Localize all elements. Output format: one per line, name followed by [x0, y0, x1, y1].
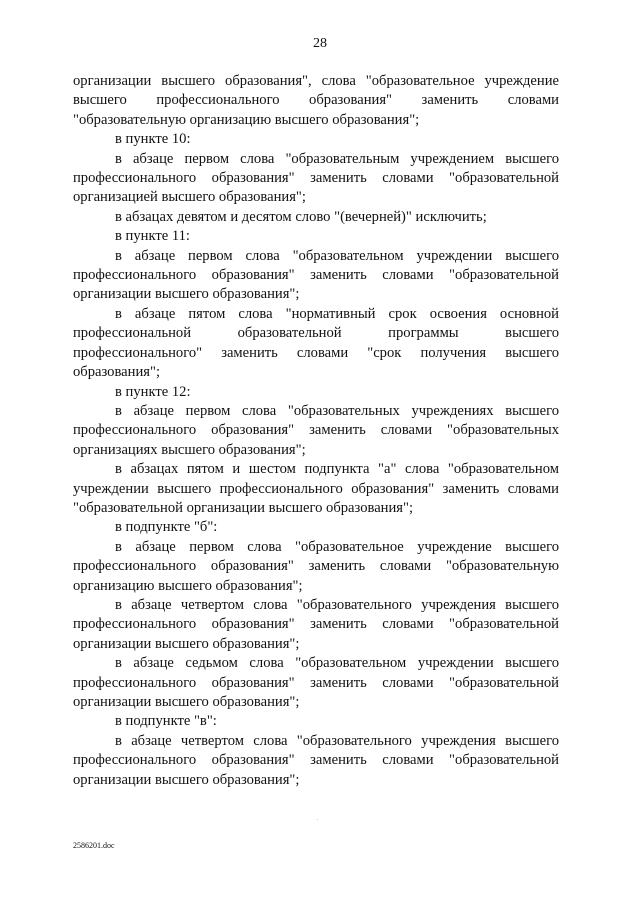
scan-speck: [317, 819, 318, 820]
paragraph-item-10-first: в абзаце первом слова "образовательным учреждением высшего профессионального образования" заменить словами "образовательной организацией высшего образования";: [73, 150, 559, 206]
paragraph-subitem-v-heading: в подпункте "в":: [115, 713, 217, 730]
paragraph-continuation: организации высшего образования", слова "образовательное учреждение высшего профессионального образования" заменить словами "образовательную организацию высшего образования";: [73, 73, 559, 128]
paragraph-item-10-ninth-tenth: в абзацах девятом и десятом слово "(вечерней)" исключить;: [115, 208, 487, 225]
document-body: [73, 72, 559, 790]
paragraph-item-11-heading: в пункте 11:: [115, 228, 190, 245]
paragraph-subitem-b-first: в абзаце первом слова "образовательное учреждение высшего профессионального образования" заменить словами "образовательную организацию высшего образования";: [73, 538, 559, 594]
paragraph-subitem-v-fourth: в абзаце четвертом слова "образовательного учреждения высшего профессионального образования" заменить словами "образовательной организации высшего образования";: [73, 732, 559, 788]
paragraph-subitem-b-seventh: в абзаце седьмом слова "образовательном учреждении высшего профессионального образования" заменить словами "образовательной организации высшего образования";: [73, 655, 559, 710]
paragraph-subitem-b-fourth: в абзаце четвертом слова "образовательного учреждения высшего профессионального образования" заменить словами "образовательной организации высшего образования";: [73, 596, 559, 652]
paragraph-item-11-fifth: в абзаце пятом слова "нормативный срок освоения основной профессиональной образовательной программы высшего профессионального" заменить словами "срок получения высшего образования";: [73, 305, 559, 381]
paragraph-item-12-subitem-a: в абзацах пятом и шестом подпункта "а" слова "образовательном учреждении высшего профессионального образования" заменить словами "образовательной организации высшего образования";: [73, 461, 559, 516]
paragraph-item-11-first: в абзаце первом слова "образовательном учреждении высшего профессионального образования" заменить словами "образовательной организации высшего образования";: [73, 247, 559, 303]
paragraph-item-12-heading: в пункте 12:: [115, 383, 191, 400]
footer-file-name: 2586201.doc: [73, 841, 115, 850]
page-number: 28: [313, 36, 327, 51]
paragraph-item-10-heading: в пункте 10:: [115, 131, 191, 148]
paragraph-item-12-first: в абзаце первом слова "образовательных учреждениях высшего профессионального образования" заменить словами "образовательных организациях высшего образования";: [73, 402, 559, 458]
paragraph-subitem-b-heading: в подпункте "б":: [115, 519, 218, 536]
